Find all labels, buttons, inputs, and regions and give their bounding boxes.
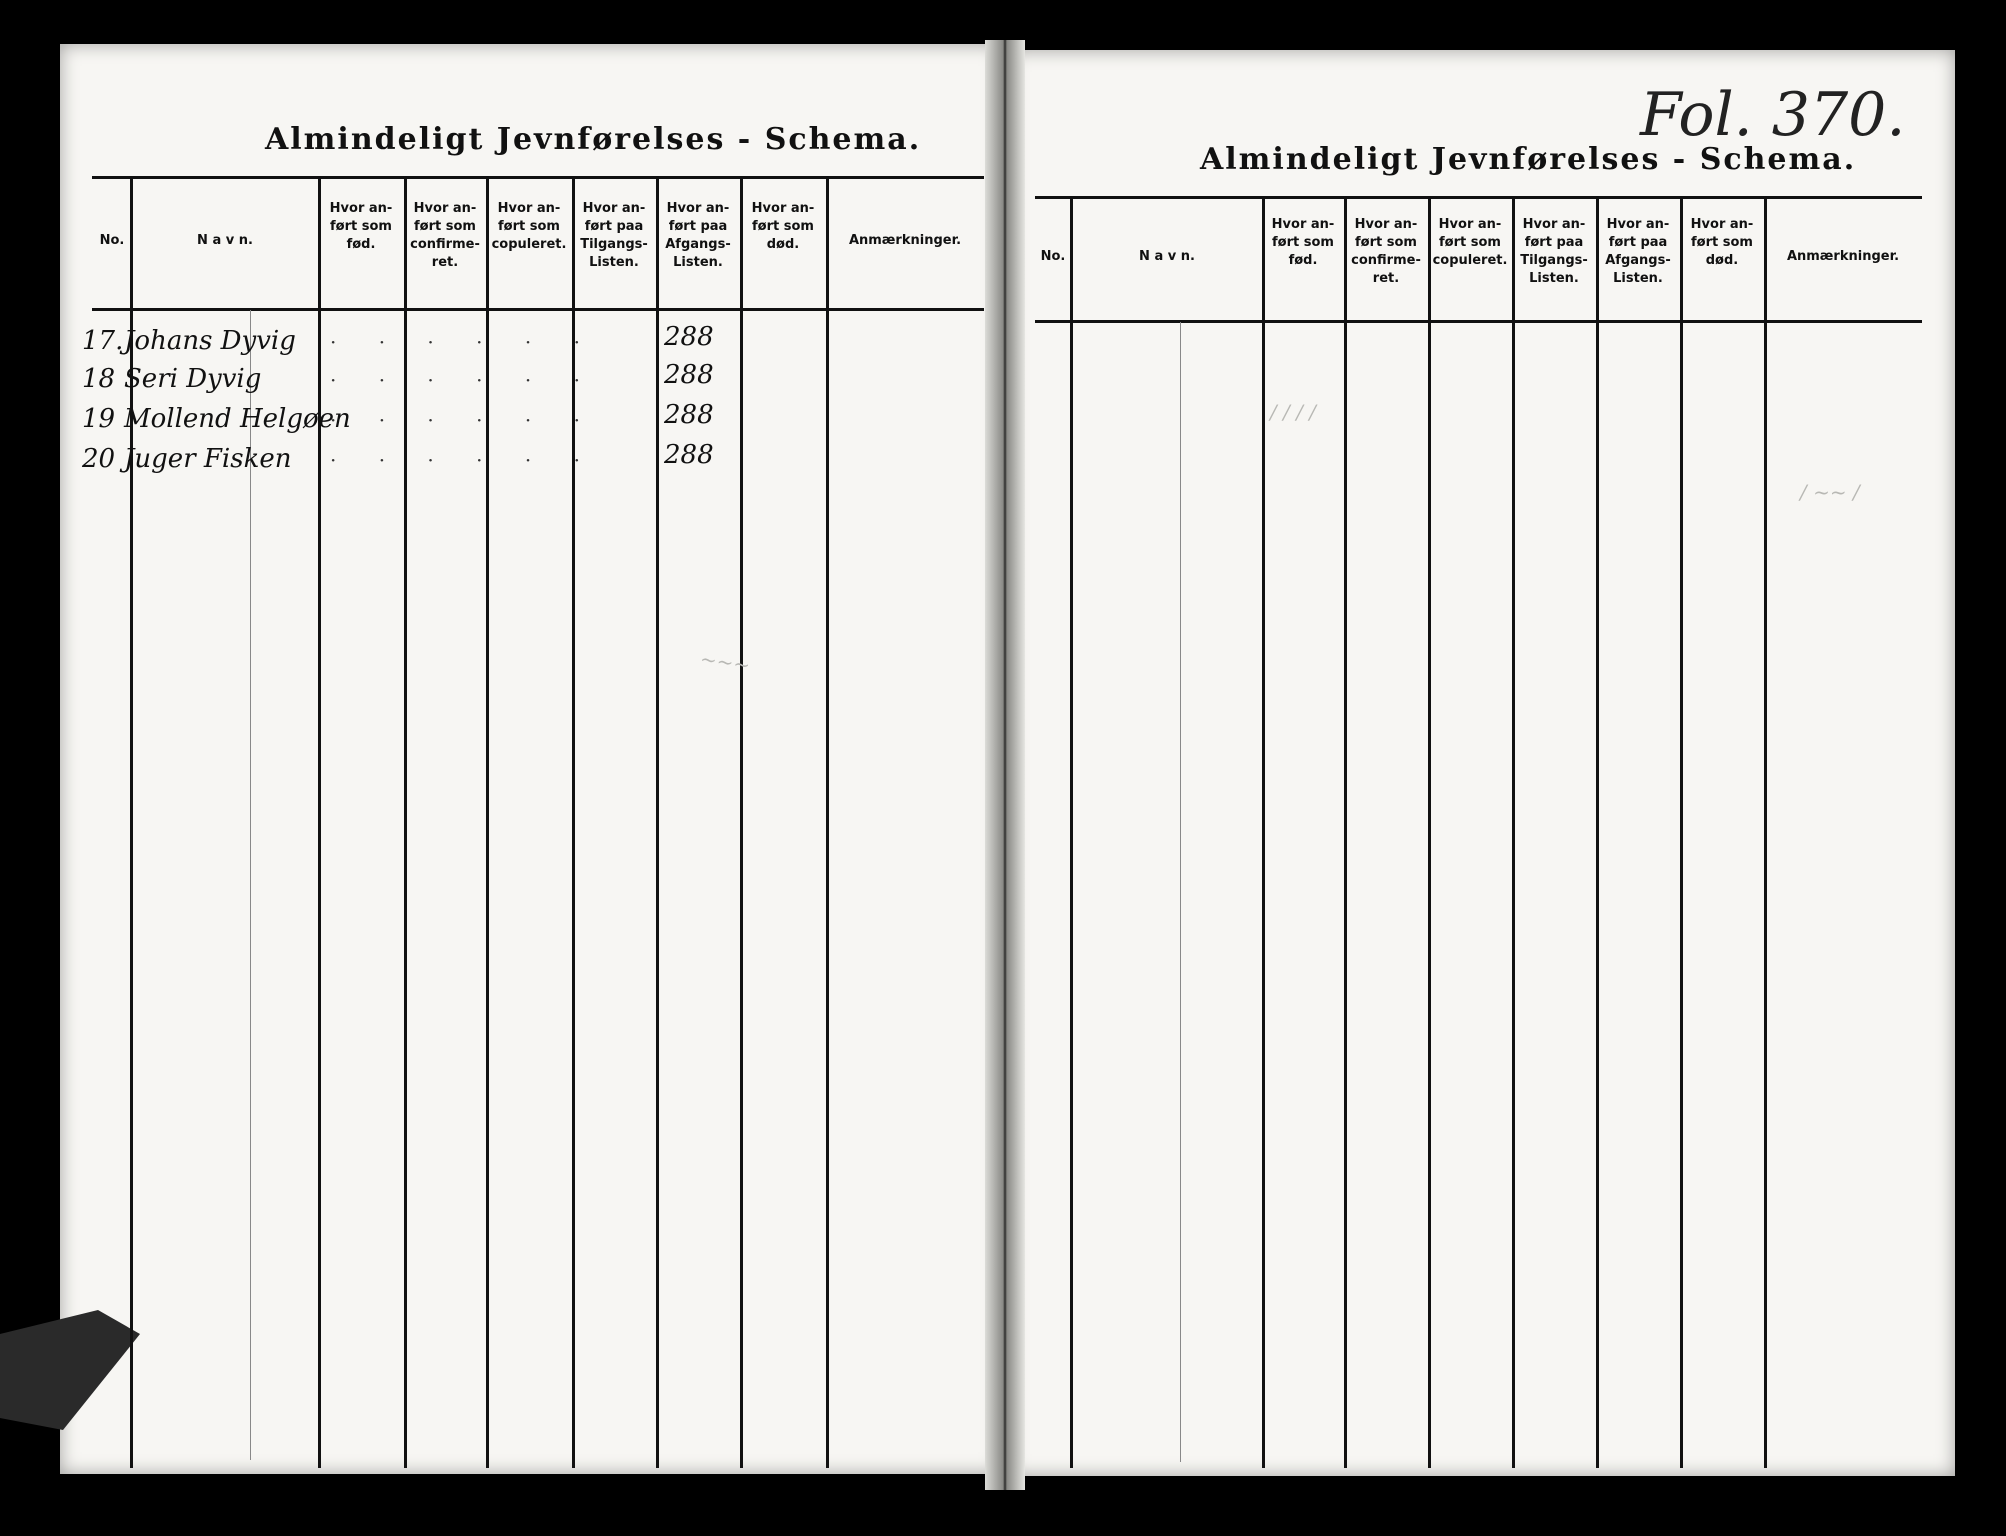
book-gutter — [985, 40, 1025, 1490]
right-col-copuleret: Hvor an- ført som copuleret. — [1432, 217, 1508, 268]
right-rule-7 — [1680, 198, 1683, 1468]
right-col-no: No. — [1040, 249, 1066, 264]
right-col-dod: Hvor an- ført som død. — [1690, 217, 1754, 268]
ditto-marks: · · · · · · — [330, 408, 598, 432]
right-col-anmaerkninger: Anmærkninger. — [1786, 249, 1900, 264]
left-col-afgang: Hvor an- ført paa Afgangs- Listen. — [665, 201, 731, 270]
right-rule-6 — [1596, 198, 1599, 1468]
left-col-fod: Hvor an- ført som fød. — [329, 201, 393, 252]
bleed-through-mark: / ~~ / — [1800, 480, 1860, 504]
right-rule-1 — [1070, 198, 1073, 1468]
right-rule-2 — [1262, 198, 1265, 1468]
bleed-through-mark: ~~~ — [698, 646, 752, 678]
right-header-top-rule — [1035, 196, 1922, 199]
left-header-bottom-rule — [92, 308, 984, 311]
left-rule-8 — [826, 178, 829, 1468]
left-col-anmaerkninger: Anmærkninger. — [848, 233, 962, 248]
entry-no: 20 — [82, 444, 116, 474]
left-rule-7 — [740, 178, 743, 1468]
right-page-title: Almindeligt Jevnførelses - Schema. — [1200, 142, 1857, 177]
right-rule-4 — [1428, 198, 1431, 1468]
left-rule-2 — [318, 178, 321, 1468]
entry-afgang: 288 — [664, 400, 714, 430]
left-col-dod: Hvor an- ført som død. — [751, 201, 815, 252]
right-col-fod: Hvor an- ført som fød. — [1271, 217, 1335, 268]
entry-afgang: 288 — [664, 360, 714, 390]
entry-afgang: 288 — [664, 322, 714, 352]
right-name-subrule — [1180, 322, 1181, 1462]
right-col-name: N a v n. — [1139, 249, 1195, 264]
left-col-confirmeret: Hvor an- ført som confirme- ret. — [410, 201, 480, 270]
entry-name: Seri Dyvig — [124, 364, 262, 394]
entry-name: Juger Fisken — [124, 444, 292, 474]
right-rule-3 — [1344, 198, 1347, 1468]
left-col-no: No. — [99, 233, 125, 248]
right-col-afgang: Hvor an- ført paa Afgangs- Listen. — [1605, 217, 1671, 286]
left-rule-6 — [656, 178, 659, 1468]
right-col-confirmeret: Hvor an- ført som confirme- ret. — [1351, 217, 1421, 286]
right-col-tilgang: Hvor an- ført paa Tilgangs- Listen. — [1520, 217, 1588, 286]
ditto-marks: · · · · · · — [330, 368, 598, 392]
entry-afgang: 288 — [664, 440, 714, 470]
ditto-marks: · · · · · · — [330, 448, 598, 472]
ditto-marks: · · · · · · — [330, 330, 598, 354]
bleed-through-mark: / / / / — [1270, 400, 1317, 424]
left-col-copuleret: Hvor an- ført som copuleret. — [491, 201, 567, 252]
left-col-name: N a v n. — [197, 233, 253, 248]
entry-name: Mollend Helgøen — [124, 404, 351, 434]
right-rule-8 — [1764, 198, 1767, 1468]
entry-no: 17. — [82, 326, 124, 356]
entry-no: 19 — [82, 404, 116, 434]
right-header-bottom-rule — [1035, 320, 1922, 323]
entry-name: Johans Dyvig — [124, 326, 296, 356]
left-page-title: Almindeligt Jevnførelses - Schema. — [265, 122, 922, 157]
folio-number: Fol. 370. — [1640, 80, 1906, 150]
left-col-tilgang: Hvor an- ført paa Tilgangs- Listen. — [580, 201, 648, 270]
left-name-subrule — [250, 310, 251, 1460]
right-rule-5 — [1512, 198, 1515, 1468]
left-ledger-page — [60, 44, 1000, 1474]
left-header-top-rule — [92, 176, 984, 179]
entry-no: 18 — [82, 364, 116, 394]
